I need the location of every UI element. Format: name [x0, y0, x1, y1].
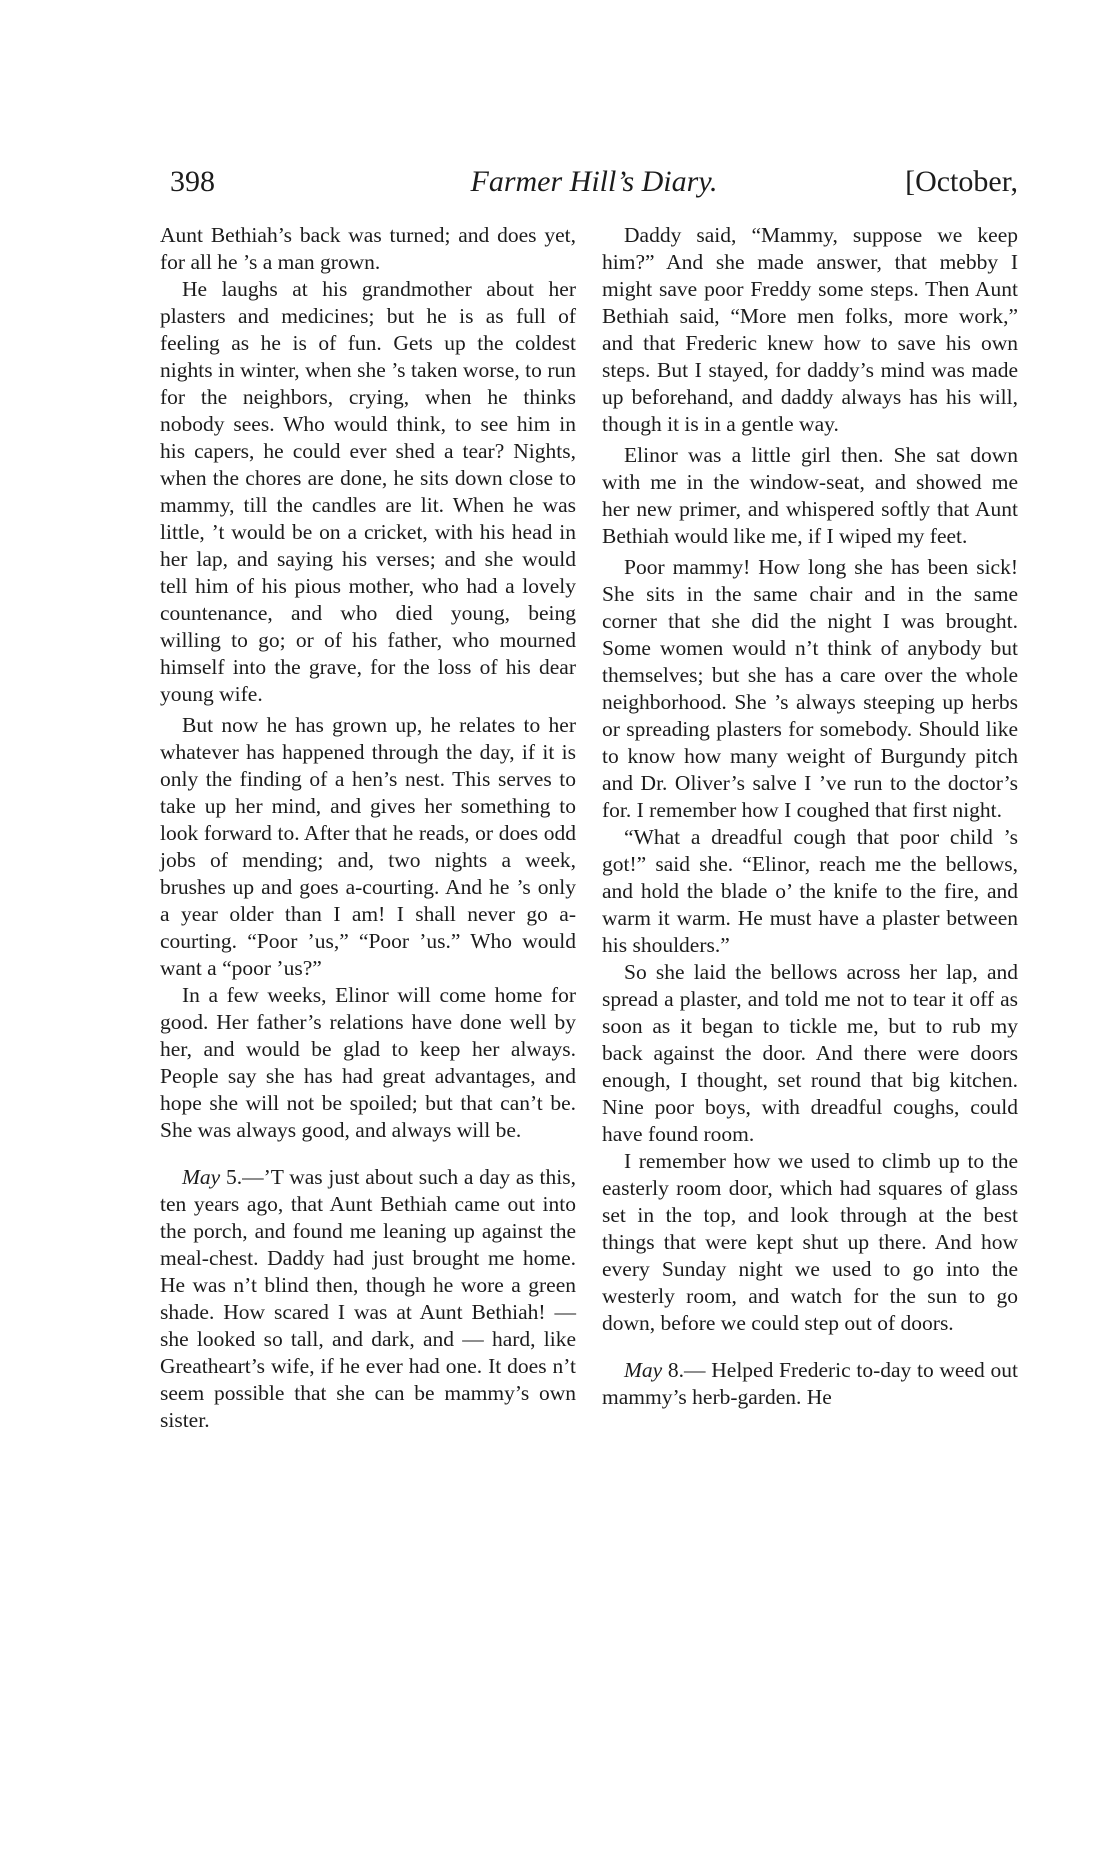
entry-date: May — [182, 1165, 221, 1189]
entry-text: 8.— Helped Frederic to-day to weed out mammy’s herb-garden. He — [602, 1358, 1018, 1409]
right-column — [602, 222, 1018, 1411]
paragraph: I remember how we used to climb up to the easterly room door, which had squares of glass set in the top, and look through at the best things that were kept shut up there. And how every Sunday night we used to go into the westerly room, and watch for the sun to go down, before we could step out of doors. — [602, 1149, 1018, 1335]
paragraph: Aunt Bethiah’s back was turned; and does yet, for all he ’s a man grown. — [160, 223, 576, 274]
paragraph: But now he has grown up, he relates to her whatever has happened through the day, if it is only the finding of a hen’s nest. This serves to take up her mind, and gives her something to look forward to. After that he reads, or does odd jobs of mending; and, two nights a week, brushes up and goes a-courting. And he ’s only a year older than I am! I shall never go a-courting. “Poor ’us,” “Poor ’us.” Who would want a “poor ’us?” — [160, 713, 576, 980]
running-month: [October, — [905, 165, 1018, 198]
running-title: Farmer Hill’s Diary. — [470, 165, 718, 198]
entry-date: May — [624, 1358, 663, 1382]
diary-entry — [602, 1357, 1018, 1411]
page-number: 398 — [170, 165, 215, 198]
left-column — [160, 222, 576, 1434]
entry-text: 5.—’T was just about such a day as this, ten years ago, that Aunt Bethiah came out into the porch, and found me leaning up against the meal-chest. Daddy had just brought me home. He was n’t blind then, though he wore a green shade. How scared I was at Aunt Bethiah! — she looked so tall, and dark, and — hard, like Greatheart’s wife, if he ever had one. It does n’t seem possible that she can be mammy’s own sister. — [160, 1165, 576, 1432]
paragraph: Daddy said, “Mammy, suppose we keep him?” And she made answer, that mebby I might save poor Freddy some steps. Then Aunt Bethiah said, “More men folks, more work,” and that Frederic knew how to save his own steps. But I stayed, for daddy’s mind was made up beforehand, and daddy always has his will, though it is in a gentle way. — [602, 223, 1018, 436]
paragraph: “What a dreadful cough that poor child ’s got!” said she. “Elinor, reach me the bellows, and hold the blade o’ the knife to the fire, and warm it warm. He must have a plaster between his shoulders.” — [602, 825, 1018, 957]
paragraph: Poor mammy! How long she has been sick! She sits in the same chair and in the same corner that she did the night I was brought. Some women would n’t think of anybody but themselves; but she has a care over the whole neighborhood. She ’s always steeping up herbs or spreading plasters for somebody. Should like to know how many weight of Burgundy pitch and Dr. Oliver’s salve I ’ve run to the doctor’s for. I remember how I coughed that first night. — [602, 555, 1018, 822]
paragraph: Elinor was a little girl then. She sat down with me in the window-seat, and showed me her new primer, and whispered softly that Aunt Bethiah would like me, if I wiped my feet. — [602, 443, 1018, 548]
running-head — [170, 165, 1018, 209]
paragraph: In a few weeks, Elinor will come home for good. Her father’s relations have done well by her, and would be glad to keep her always. People say she has had great advantages, and hope she will not be spoiled; but that can’t be. She was always good, and always will be. — [160, 983, 576, 1142]
paragraph: So she laid the bellows across her lap, and spread a plaster, and told me not to tear it off as soon as it began to tickle me, but to rub my back against the door. And there were doors enough, I thought, set round that big kitchen. Nine poor boys, with dreadful coughs, could have found room. — [602, 960, 1018, 1146]
diary-entry — [160, 1164, 576, 1434]
paragraph: He laughs at his grandmother about her plasters and medicines; but he is as full of feeling as he is of fun. Gets up the coldest nights in winter, when she ’s taken worse, to run for the neighbors, crying, when he thinks nobody sees. Who would think, to see him in his capers, he could ever shed a tear? Nights, when the chores are done, he sits down close to mammy, till the candles are lit. When he was little, ’t would be on a cricket, with his head in her lap, and saying his verses; and she would tell him of his pious mother, who had a lovely countenance, and who died young, being willing to go; or of his father, who mourned himself into the grave, for the loss of his dear young wife. — [160, 277, 576, 706]
